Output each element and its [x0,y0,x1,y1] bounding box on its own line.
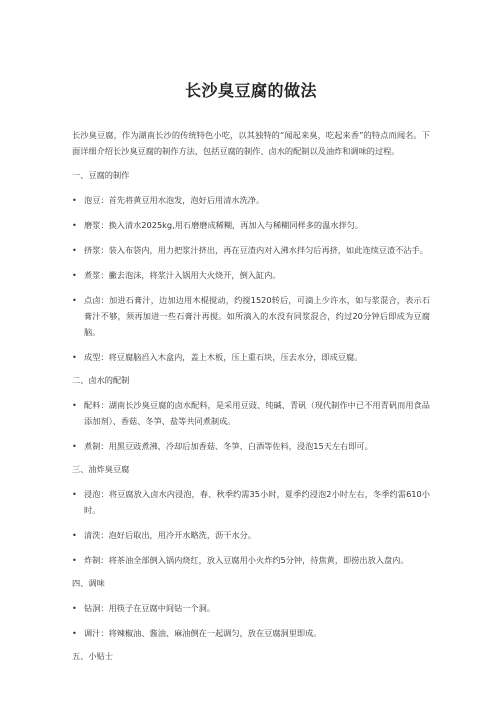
list-item [72,242,430,258]
page-title: 长沙臭豆腐的做法 [184,81,317,100]
list-item-text: 煮制：用黑豆豉煮沸，冷却后加香菇、冬笋、白酒等佐料，浸泡15天左右即可。 [84,441,373,451]
section-heading: 一、豆腐的制作 [72,170,130,180]
list-item [72,292,430,340]
bullet-icon: • [72,245,77,255]
list-item-text: 配料：湖南长沙臭豆腐的卤水配料，是采用豆豉、纯碱、青矾（现代制作中已不用青矾而用食品添加剂）、香菇、冬笋、盐等共同煮制成。 [84,400,430,426]
list-item-text: 调汁：将辣椒油、酱油、麻油倒在一起调匀，放在豆腐洞里即成。 [84,628,322,638]
bullet-icon: • [72,489,77,499]
bullet-icon: • [72,441,77,451]
list-item-text: 成型：将豆腐脑舀入木盒内，盖上木板，压上重石块，压去水分，即成豆腐。 [84,352,363,362]
list-item [72,397,430,429]
list-item [72,438,430,454]
list-item [72,192,430,208]
section-heading: 五、小贴士 [72,651,113,661]
list-item [72,486,430,518]
section-heading: 二、卤水的配制 [72,375,130,385]
bullet-icon: • [72,603,77,613]
list-item-text: 磨浆：换入清水2025kg,用石磨磨成稀糊，再加入与稀糊同样多的温水拌匀。 [84,220,364,230]
list-item [72,552,430,568]
list-item-text: 炸制：将茶油全部倒入锅内烧红，放入豆腐用小火炸约5分钟，待焦黄，即捞出放入盘内。 [84,555,409,565]
bullet-icon: • [72,195,77,205]
bullet-icon: • [72,628,77,638]
section-heading: 四、调味 [72,578,105,588]
list-item [72,349,430,365]
list-item-text: 清洗：泡好后取出，用冷开水略洗，沥干水分。 [84,530,256,540]
bullet-icon: • [72,530,77,540]
list-item-text: 煮浆：撇去泡沫，将浆汁入锅用大火烧开，倒入缸内。 [84,270,281,280]
list-item [72,600,430,616]
list-item-text: 钻洞：用筷子在豆腐中间钻一个洞。 [84,603,216,613]
bullet-icon: • [72,555,77,565]
bullet-icon: • [72,352,77,362]
list-item [72,217,430,233]
section-heading: 三、油炸臭豆腐 [72,464,130,474]
intro-paragraph: 长沙臭豆腐，作为湖南长沙的传统特色小吃，以其独特的“闻起来臭，吃起来香”的特点而闻名。下面详细介绍长沙臭豆腐的制作方法，包括豆腐的制作、卤水的配制以及油炸和调味的过程。 [72,130,430,156]
list-item [72,527,430,543]
bullet-icon: • [72,270,77,280]
list-item-text: 点卤：加进石膏汁，边加边用木棍搅动，约搅1520转后，可滴上少许水，如与浆混合，表示石膏汁不够，须再加进一些石膏汁再搅。如所滴入的水没有同浆混合，约过20分钟后即成为豆腐脑。 [84,295,430,337]
document-body [72,169,430,662]
bullet-icon: • [72,295,77,305]
bullet-icon: • [72,220,77,230]
bullet-icon: • [72,400,77,410]
list-item-text: 泡豆：首先将黄豆用水泡发，泡好后用清水洗净。 [84,195,265,205]
list-item-text: 浸泡：将豆腐放入卤水内浸泡，春、秋季约需35小时，夏季约浸泡2小时左右，冬季约需610小时。 [84,489,430,515]
list-item-text: 挤浆：装入布袋内，用力把浆汁挤出，再在豆渣内对入沸水拌匀后再挤，如此连续豆渣不沾手。 [84,245,428,255]
list-item [72,625,430,641]
list-item [72,267,430,283]
